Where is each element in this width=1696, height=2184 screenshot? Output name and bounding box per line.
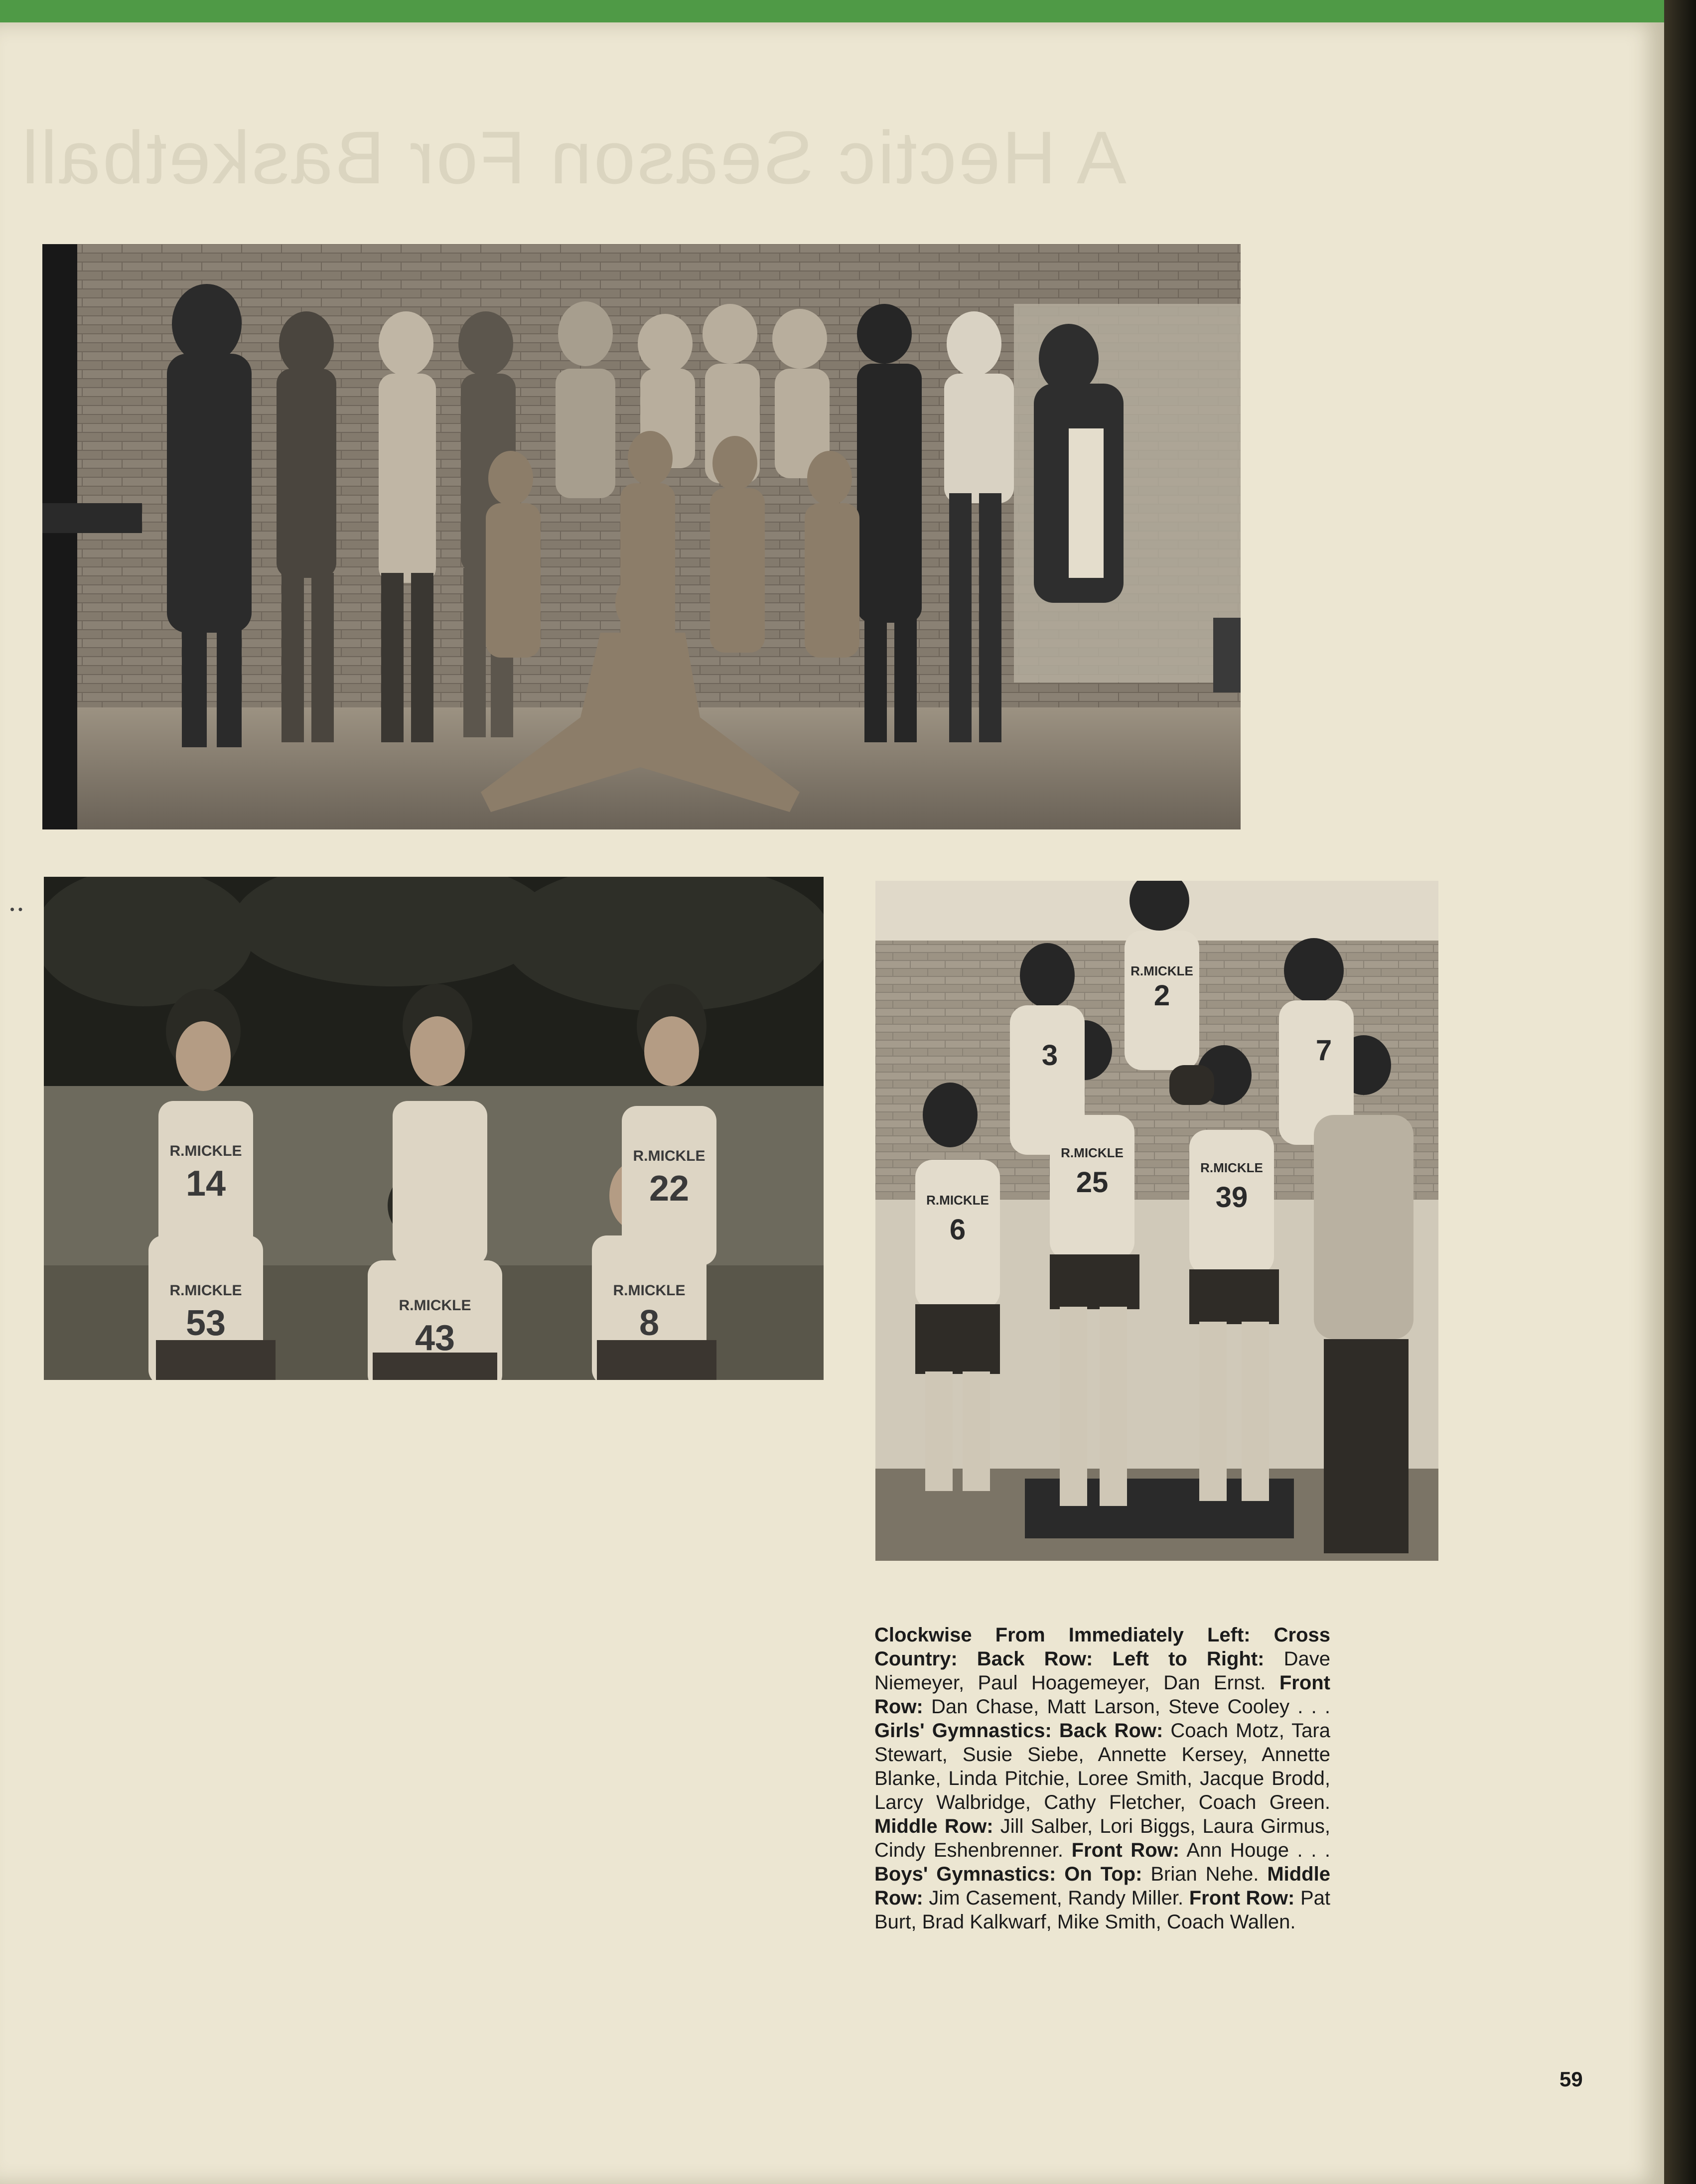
- caption-text: Jill Salber, Lori Biggs, Laura Girmus, Cindy Eshenbrenner.: [874, 1815, 1331, 1861]
- page-number: 59: [1559, 2067, 1583, 2091]
- caption-text: Jim Casement, Randy Miller.: [923, 1887, 1189, 1909]
- photo-icon: [875, 881, 1438, 1561]
- show-through-title: A Hectic Season For Basketball: [20, 116, 1127, 199]
- cross-country-photo: [44, 877, 824, 1380]
- jersey-number: 2: [1153, 979, 1170, 1012]
- caption-text: Pat Burt, Brad Kalkwarf, Mike Smith, Coach Wallen.: [874, 1887, 1330, 1933]
- jersey-text: R.MICKLE: [633, 1148, 706, 1164]
- photo-icon: [42, 244, 1241, 829]
- caption-text: Ann Houge . . .: [1179, 1839, 1330, 1861]
- caption-text: Coach Motz, Tara Stewart, Susie Siebe, Annette Kersey, Annette Blanke, Linda Pitchie, Loree Smith, Jacque Brodd, Larcy Walbridge, Cathy Fletcher, Coach Green.: [874, 1720, 1330, 1813]
- jersey-text: R.MICKLE: [169, 1143, 242, 1159]
- caption-heading: Front Row:: [1071, 1839, 1180, 1861]
- caption-text: Dave Niemeyer, Paul Hoagemeyer, Dan Ernst.: [874, 1648, 1330, 1694]
- jersey-number: 14: [185, 1164, 226, 1204]
- caption-text: Dan Chase, Matt Larson, Steve Cooley . . .: [923, 1696, 1330, 1718]
- caption-heading: Front Row:: [874, 1672, 1330, 1718]
- caption-heading: Clockwise From Immediately Left: Cross Country: Back Row: Left to Right:: [874, 1624, 1330, 1670]
- jersey-text: R.MICKLE: [613, 1282, 686, 1299]
- jersey-number: 8: [639, 1303, 660, 1343]
- boys-gymnastics-photo: [875, 881, 1438, 1561]
- jersey-text: R.MICKLE: [399, 1297, 471, 1314]
- caption-text: Brian Nehe.: [1142, 1863, 1268, 1885]
- caption-heading: Front Row:: [1189, 1887, 1295, 1909]
- jersey-text: R.MICKLE: [169, 1282, 242, 1299]
- caption-heading: Girls' Gymnastics: Back Row:: [874, 1720, 1163, 1742]
- caption-heading: Middle Row:: [874, 1815, 993, 1837]
- girls-gymnastics-photo: [42, 244, 1241, 829]
- photo-icon: [44, 877, 824, 1380]
- jersey-text: R.MICKLE: [1061, 1145, 1124, 1160]
- jersey-number: 43: [415, 1318, 455, 1358]
- margin-dots: • •: [10, 902, 23, 917]
- jersey-number: 25: [1076, 1166, 1109, 1199]
- jersey-number: 39: [1215, 1181, 1248, 1214]
- jersey-number: 53: [185, 1303, 226, 1343]
- page-edge: [1664, 0, 1696, 2184]
- caption-heading: Boys' Gymnastics: On Top:: [874, 1863, 1142, 1885]
- jersey-text: R.MICKLE: [1200, 1160, 1263, 1175]
- jersey-text: R.MICKLE: [1131, 963, 1193, 978]
- caption-heading: Middle Row:: [874, 1863, 1330, 1909]
- photo-caption: [874, 1623, 1330, 1934]
- jersey-number: 7: [1315, 1034, 1332, 1067]
- jersey-number: 22: [649, 1169, 690, 1209]
- jersey-number: 3: [1041, 1039, 1058, 1072]
- jersey-text: R.MICKLE: [926, 1193, 989, 1208]
- jersey-number: 6: [949, 1214, 966, 1246]
